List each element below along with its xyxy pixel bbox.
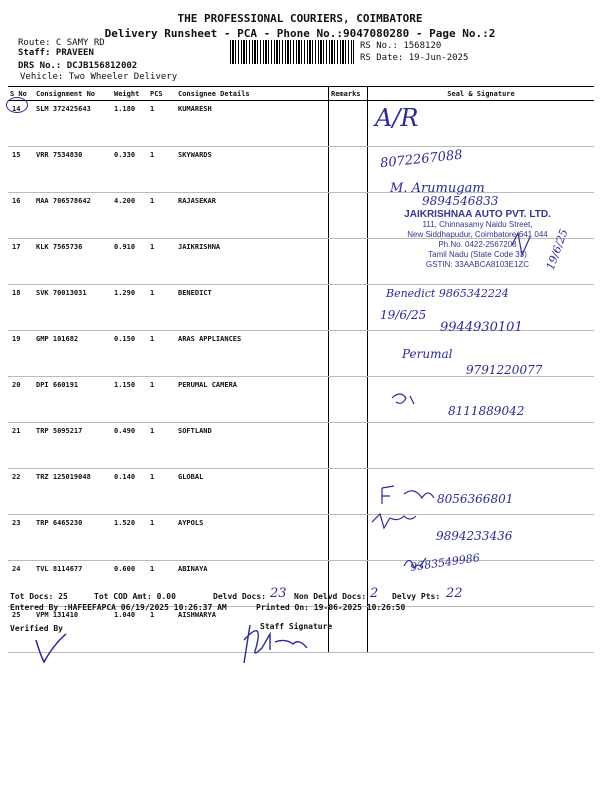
cell-sno: 14 (8, 101, 34, 147)
cell-sno: 19 (8, 331, 34, 377)
stamp-line: Tamil Nadu (State Code 33) (428, 250, 527, 259)
cell-consignee: ABINAYA (176, 561, 329, 607)
cell-weight: 0.490 (112, 423, 148, 469)
cell-pcs: 1 (148, 147, 176, 193)
cell-pcs: 1 (148, 193, 176, 239)
cell-sno: 16 (8, 193, 34, 239)
scribble-21 (392, 394, 414, 404)
delvd-docs-label: Delvd Docs: (213, 592, 266, 601)
stamp-date: 19/6/25 (543, 227, 571, 272)
cell-weight: 0.330 (112, 147, 148, 193)
route: Route: C SAMY RD (18, 38, 105, 48)
scribble-24 (372, 514, 416, 528)
cell-consignment-no: MAA 706578642 (34, 193, 112, 239)
cell-pcs: 1 (148, 423, 176, 469)
stamp-name: JAIKRISHNAA AUTO PVT. LTD. (404, 209, 551, 220)
cell-consignee: JAIKRISHNA (176, 239, 329, 285)
cell-consignment-no: VRR 7534830 (34, 147, 112, 193)
cell-pcs: 1 (148, 331, 176, 377)
cell-consignment-no: TVL 8114677 (34, 561, 112, 607)
verified-by-label: Verified By (10, 624, 63, 633)
cell-weight: 1.180 (112, 101, 148, 147)
sign-14: A/R (375, 104, 419, 132)
cell-weight: 1.150 (112, 377, 148, 423)
sign-15: 8072267088 (379, 147, 464, 172)
staff: Staff: PRAVEEN (18, 48, 94, 58)
sign-24: 9894233436 (436, 529, 513, 543)
cell-pcs: 1 (148, 515, 176, 561)
cell-consignment-no: TRP 5095217 (34, 423, 112, 469)
sign-18: Benedict 9865342224 (386, 287, 509, 300)
sign-21: 8111889042 (448, 404, 525, 418)
cell-consignee: KUMARESH (176, 101, 329, 147)
cell-weight: 0.910 (112, 239, 148, 285)
cell-pcs: 1 (148, 101, 176, 147)
sign-19-date: 19/6/25 (380, 308, 427, 322)
vehicle: Vehicle: Two Wheeler Delivery (20, 72, 178, 82)
cell-consignment-no: VPM 131410 (34, 607, 112, 653)
sign-20-phone: 9791220077 (466, 363, 543, 377)
cell-consignment-no: KLK 7565736 (34, 239, 112, 285)
cell-consignee: AYPOLS (176, 515, 329, 561)
entered-by: Entered By :HAFEEFAPCA 06/19/2025 10:26:37 AM (10, 603, 227, 612)
cell-weight: 0.600 (112, 561, 148, 607)
cell-sno: 17 (8, 239, 34, 285)
cell-sno: 24 (8, 561, 34, 607)
cell-pcs: 1 (148, 239, 176, 285)
rs-number: RS No.: 1568120 (360, 41, 442, 51)
cell-pcs: 1 (148, 561, 176, 607)
cell-weight: 1.040 (112, 607, 148, 653)
cell-consignee: PERUMAL CAMERA (176, 377, 329, 423)
cell-weight: 0.150 (112, 331, 148, 377)
cell-weight: 0.140 (112, 469, 148, 515)
cell-consignment-no: TRP 6465230 (34, 515, 112, 561)
cell-consignment-no: GMP 101682 (34, 331, 112, 377)
cell-sno: 25 (8, 607, 34, 653)
cell-consignment-no: TRZ 125019048 (34, 469, 112, 515)
col-pcs: PCS (148, 87, 176, 101)
printed-on: Printed On: 19-06-2025 10:26:50 (256, 603, 406, 612)
cell-consignment-no: DPI 660191 (34, 377, 112, 423)
col-consignment: Consignment No (34, 87, 112, 101)
col-weight: Weight (112, 87, 148, 101)
scribble-25 (404, 558, 426, 568)
cell-consignment-no: SVK 70013031 (34, 285, 112, 331)
delvy-pts-value: 22 (446, 586, 463, 601)
delvd-docs-value: 23 (270, 586, 287, 601)
cell-weight: 4.200 (112, 193, 148, 239)
stamp-line: GSTIN: 33AABCA8103E1ZC (425, 260, 530, 269)
cell-consignment-no: SLM 372425643 (34, 101, 112, 147)
stamp-line: New Siddhapudur, Coimbatore-641 044 (407, 230, 548, 239)
runsheet-subtitle: Delivery Runsheet - PCA - Phone No.:9047080280 - Page No.:2 (104, 27, 496, 40)
cell-weight: 1.290 (112, 285, 148, 331)
cell-sno: 22 (8, 469, 34, 515)
sign-23: 8056366801 (437, 492, 514, 506)
cell-consignee: SKYWARDS (176, 147, 329, 193)
cell-sno: 23 (8, 515, 34, 561)
sign-25: 9383549986 (409, 551, 481, 574)
staff-signature-label: Staff Signature (260, 622, 333, 631)
non-delvd-docs-label: Non Delvd Docs: (294, 592, 367, 601)
drs-number: DRS No.: DCJB156812002 (18, 61, 138, 71)
scribble-17 (512, 233, 530, 255)
cell-sno: 18 (8, 285, 34, 331)
cell-pcs: 1 (148, 377, 176, 423)
non-delvd-docs-value: 2 (370, 586, 379, 601)
tot-docs: Tot Docs: 25 (10, 592, 68, 601)
cell-consignee: GLOBAL (176, 469, 329, 515)
tot-cod: Tot COD Amt: 0.00 (94, 592, 176, 601)
cell-sno: 15 (8, 147, 34, 193)
stamp-line: Ph.No. 0422-2567208 (438, 240, 517, 249)
delvy-pts-label: Delvy Pts: (392, 592, 441, 601)
sign-16-name: M. Arumugam (390, 181, 485, 196)
cell-consignee: BENEDICT (176, 285, 329, 331)
col-consignee: Consignee Details (176, 87, 329, 101)
cell-consignee: ARAS APPLIANCES (176, 331, 329, 377)
cell-consignee: RAJASEKAR (176, 193, 329, 239)
cell-consignee: SOFTLAND (176, 423, 329, 469)
sign-20-name: Perumal (402, 347, 453, 361)
cell-weight: 1.520 (112, 515, 148, 561)
cell-sno: 21 (8, 423, 34, 469)
verified-signature (36, 634, 66, 662)
cell-sno: 20 (8, 377, 34, 423)
cell-consignee: AISHWARYA (176, 607, 329, 653)
company-title: THE PROFESSIONAL COURIERS, COIMBATORE (177, 12, 423, 25)
cell-pcs: 1 (148, 285, 176, 331)
scribble-23 (382, 486, 434, 504)
stamp-line: 111, Chinnasamy Naidu Street, (422, 220, 533, 229)
rs-date: RS Date: 19-Jun-2025 (360, 53, 469, 63)
cell-pcs: 1 (148, 607, 176, 653)
sign-16-phone: 9894546833 (422, 194, 499, 208)
sign-19-phone: 9944930101 (440, 320, 523, 335)
col-remarks: Remarks (329, 87, 368, 101)
col-signature: Seal & Signature (368, 87, 595, 101)
cell-pcs: 1 (148, 469, 176, 515)
col-sno: S No (8, 87, 34, 101)
